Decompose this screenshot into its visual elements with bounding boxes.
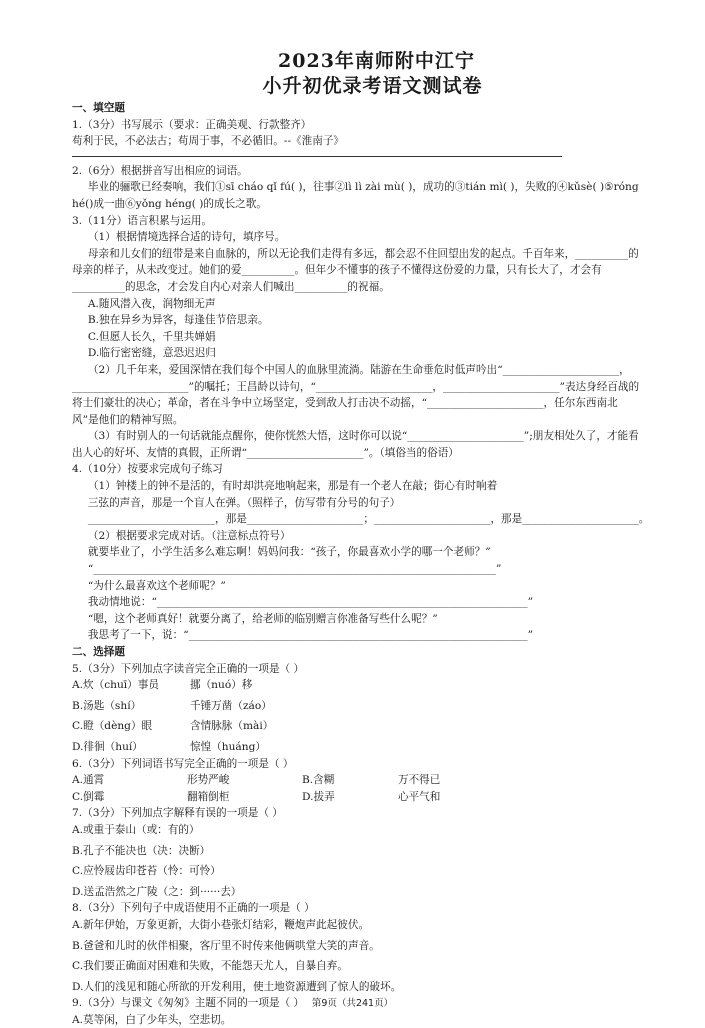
dialogue-line: 就要毕业了，小学生活多么难忘啊！妈妈问我：“孩子，你最喜欢小学的哪一个老师？”	[87, 546, 491, 559]
option-row	[72, 677, 640, 694]
option-line: C.我们要正确面对困难和失败，不能怨天尤人，自暴自弃。	[72, 960, 348, 973]
section-heading-choice: 二、选择题	[72, 646, 125, 658]
dialogue-blank: “____________________________________________________________________________”	[87, 563, 502, 576]
page-title-line1: 2023年南师附中江宁	[278, 50, 475, 72]
question-2-paragraph: 毕业的骊歌已经奏响，我们①sī cháo qǐ fú( )，往事②lì lì zài mù( )，成功的③tián mì( )，失败的④kǔsè( )⑤róng hé()成一曲⑥yǒng héng( )的成长之歌。	[72, 181, 639, 210]
option-text: 心平气和	[398, 790, 441, 803]
option-line: D.人们的浅见和随心所欲的开发利用，使土地资源遭到了惊人的破坏。	[72, 980, 402, 993]
option-line: D.临行密密缝，意恐迟迟归	[87, 347, 216, 360]
page-footer: 第9页（共241页）	[311, 998, 394, 1009]
dialogue-line: “嗯，这个老师真好！就要分离了，给老师的临别赠言你准备写些什么呢？”	[87, 612, 438, 625]
option-line: A.莫等闲，白了少年头，空悲切。	[72, 1013, 232, 1026]
question-4: 4.（10分）按要求完成句子练习	[72, 463, 223, 476]
option-text: A.通霄	[72, 774, 105, 787]
question-3-part-2-paragraph: （2）几千年来，爱国深情在我们每个中国人的血脉里流淌。陆游在生命垂危时低声吟出“______________________，______________________”的嘱托；王昌龄以诗句，“______________________，______________________”表达身经百战的将士们豪壮的决心；革命，者在斗争中立场坚定，受到敌人打击决不动摇，“______________________，任尔东西南北风”是他们的精神写照。	[72, 363, 640, 426]
option-text: B.含糊	[302, 774, 335, 787]
option-row	[72, 718, 640, 735]
dialogue-blank: 我思考了一下，说：“________________________________________________________________”	[87, 629, 534, 642]
option-text: B.汤匙（shí）	[72, 699, 142, 712]
option-text: C.瞪（dèng）眼	[72, 720, 153, 733]
option-line: C.应怜屐齿印苍苔（怜：可怜）	[72, 865, 221, 878]
option-text: 千锤万凿（záo）	[190, 699, 272, 712]
question-1-text: 苟利于民，不必法古；苟周于事，不必循旧。--《淮南子》	[72, 135, 345, 148]
option-line: C.但愿人长久，千里共婵娟	[87, 330, 216, 343]
question-2: 2.（6分）根据拼音写出相应的词语。	[72, 164, 248, 177]
page-title-line2: 小升初优录考语文测试卷	[262, 75, 483, 97]
writing-line	[72, 150, 562, 157]
question-9: 9.（3分）与课文《匆匆》主题不同的一项是（ ）	[72, 997, 305, 1010]
option-line: A.随风潜入夜，润物细无声	[87, 297, 216, 310]
question-4-part-1: （1）钟楼上的钟不是活的，有时却洪亮地响起来，那是有一个老人在敲；街心有时响着	[87, 480, 498, 493]
question-3-part-1: （1）根据情境选择合适的诗句，填序号。	[87, 231, 286, 244]
option-text: 翻箱倒柜	[187, 790, 230, 803]
question-7: 7.（3分）下列加点字解释有误的一项是（ ）	[72, 807, 283, 820]
option-text: 万不得已	[398, 774, 441, 787]
option-text: 含情脉脉（mài）	[190, 720, 274, 733]
question-4-part-1-blanks: ________________________，那是______________________；______________________，那是______________________。	[87, 513, 650, 526]
question-4-part-1-cont: 三弦的声音，那是一个盲人在弹。（照样子，仿写带有分号的句子）	[87, 496, 401, 509]
section-heading-fill-blank: 一、填空题	[72, 102, 125, 114]
option-text: 挪（nuó）移	[190, 679, 253, 692]
question-8: 8.（3分）下列句子中成语使用不正确的一项是（ ）	[72, 902, 315, 915]
option-text: D.拔弄	[302, 790, 335, 803]
question-4-part-2: （2）根据要求完成对话。（注意标点符号）	[87, 529, 291, 542]
question-6: 6.（3分）下列词语书写完全正确的一项是（ ）	[72, 757, 294, 770]
option-text: C.倒霉	[72, 790, 105, 803]
option-line: B.孔子不能决也（决：决断）	[72, 844, 211, 857]
option-line: B.独在异乡为异客，每逢佳节倍思亲。	[87, 314, 269, 327]
exam-content	[72, 100, 650, 1028]
option-row	[72, 772, 640, 789]
option-text: A.炊（chuī）事员	[72, 679, 159, 692]
question-3-part-3-paragraph: （3）有时别人的一句话就能点醒你，使你恍然大悟，这时你可以说“______________________”;朋友相处久了，才能看出人心的好坏、友情的真假，正所谓“______________________”。（填俗当的俗语）	[72, 430, 639, 459]
option-text: D.徘徊（huí）	[72, 740, 143, 753]
option-text: 形势严峻	[187, 774, 230, 787]
option-text: 惊惶（huáng）	[190, 740, 266, 753]
option-line: D.送孟浩然之广陵（之：到······去）	[72, 885, 242, 898]
option-line: A.或重于泰山（或：有的）	[72, 823, 200, 836]
question-3: 3.（11分）语言积累与运用。	[72, 214, 213, 227]
option-line: B.爸爸和儿时的伙伴相聚，客厅里不时传来他俩哄堂大笑的声音。	[72, 939, 380, 952]
question-1: 1.（3分）书写展示（要求：正确美观、行款整齐）	[72, 118, 312, 131]
dialogue-line: “为什么最喜欢这个老师呢？”	[87, 579, 226, 592]
dialogue-blank: 我动情地说：“______________________________________________________________________”	[87, 596, 534, 609]
option-row	[72, 739, 640, 756]
question-3-part-1-paragraph: 母亲和儿女们的纽带是来自血脉的，所以无论我们走得有多远，都会忍不住回望出发的起点。千百年来，__________的母亲的样子，从未改变过。她们的爱__________。但年少不懂事的孩子不懂得这份爱的力量，只有长大了，才会有__________的思念，才会发自内心对亲人们喊出__________的祝福。	[72, 247, 639, 293]
option-row	[72, 789, 640, 806]
question-5: 5.（3分）下列加点字读音完全正确的一项是（ ）	[72, 662, 305, 675]
option-row	[72, 698, 640, 715]
option-line: A.新年伊始，万象更新，大街小巷张灯结彩，鞭炮声此起彼伏。	[72, 918, 370, 931]
